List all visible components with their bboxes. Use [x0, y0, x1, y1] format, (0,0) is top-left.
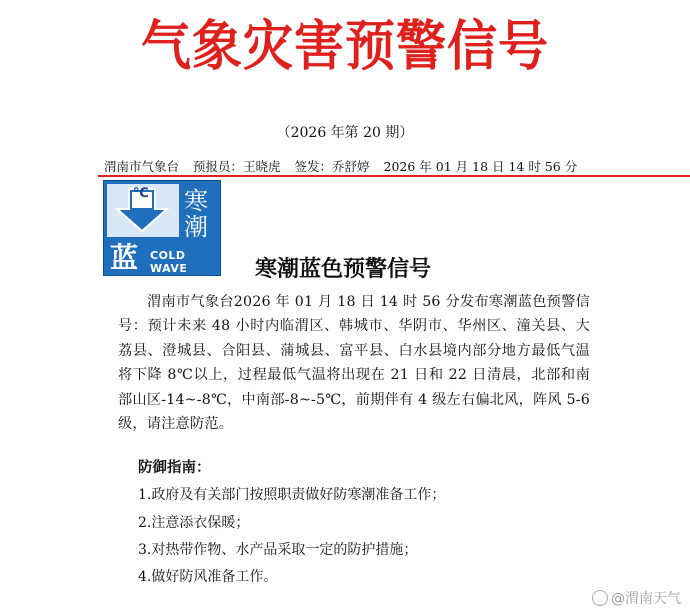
degree-symbol: ℃ [133, 186, 149, 201]
icon-english-label: COLD WAVE [150, 249, 188, 275]
forecaster: 预报员：王晓虎 [193, 159, 281, 174]
weibo-icon [592, 590, 608, 606]
warning-headline: 寒潮蓝色预警信号 [255, 257, 432, 282]
icon-char-lan: 蓝 [110, 241, 139, 274]
cold-wave-blue-warning-icon [103, 180, 221, 276]
issuer: 签发：乔舒婷 [294, 159, 370, 174]
watermark [592, 588, 681, 608]
guide-item: 1.政府及有关部门按照职责做好防寒潮准备工作； [138, 487, 446, 503]
icon-char-han: 寒 [184, 187, 208, 215]
watermark-text: @渭南天气 [611, 591, 681, 607]
guide-item: 4.做好防风准备工作。 [138, 569, 278, 585]
org-name: 渭南市气象台 [104, 159, 180, 174]
icon-char-chao: 潮 [184, 213, 208, 241]
document-title: 气象灾害预警信号 [141, 13, 549, 78]
red-divider [98, 175, 690, 177]
issuer-line [104, 157, 587, 175]
warning-body: 渭南市气象台2026 年 01 月 18 日 14 时 56 分发布寒潮蓝色预警信号：预计未来 48 小时内临渭区、韩城市、华阴市、华州区、潼关县、大荔县、澄城县、合阳县、蒲城县、富平县、白水县境内部分地方最低气温将下降 8℃以上，过程最低气温将出现在 21 日和 22 日清晨，北部和南部山区-14~-8℃，中南部-8~-5℃，前期伴有 4 级左右偏北风，阵风 5-6 级，请注意防范。 [118, 294, 590, 433]
guide-item: 3.对热带作物、水产品采取一定的防护措施； [138, 542, 418, 558]
guide-title: 防御指南： [138, 459, 211, 476]
guide-item: 2.注意添衣保暖； [138, 515, 250, 531]
issue-datetime: 2026 年 01 月 18 日 14 时 56 分 [383, 159, 578, 174]
issue-number: （2026 年第 20 期） [276, 125, 414, 141]
